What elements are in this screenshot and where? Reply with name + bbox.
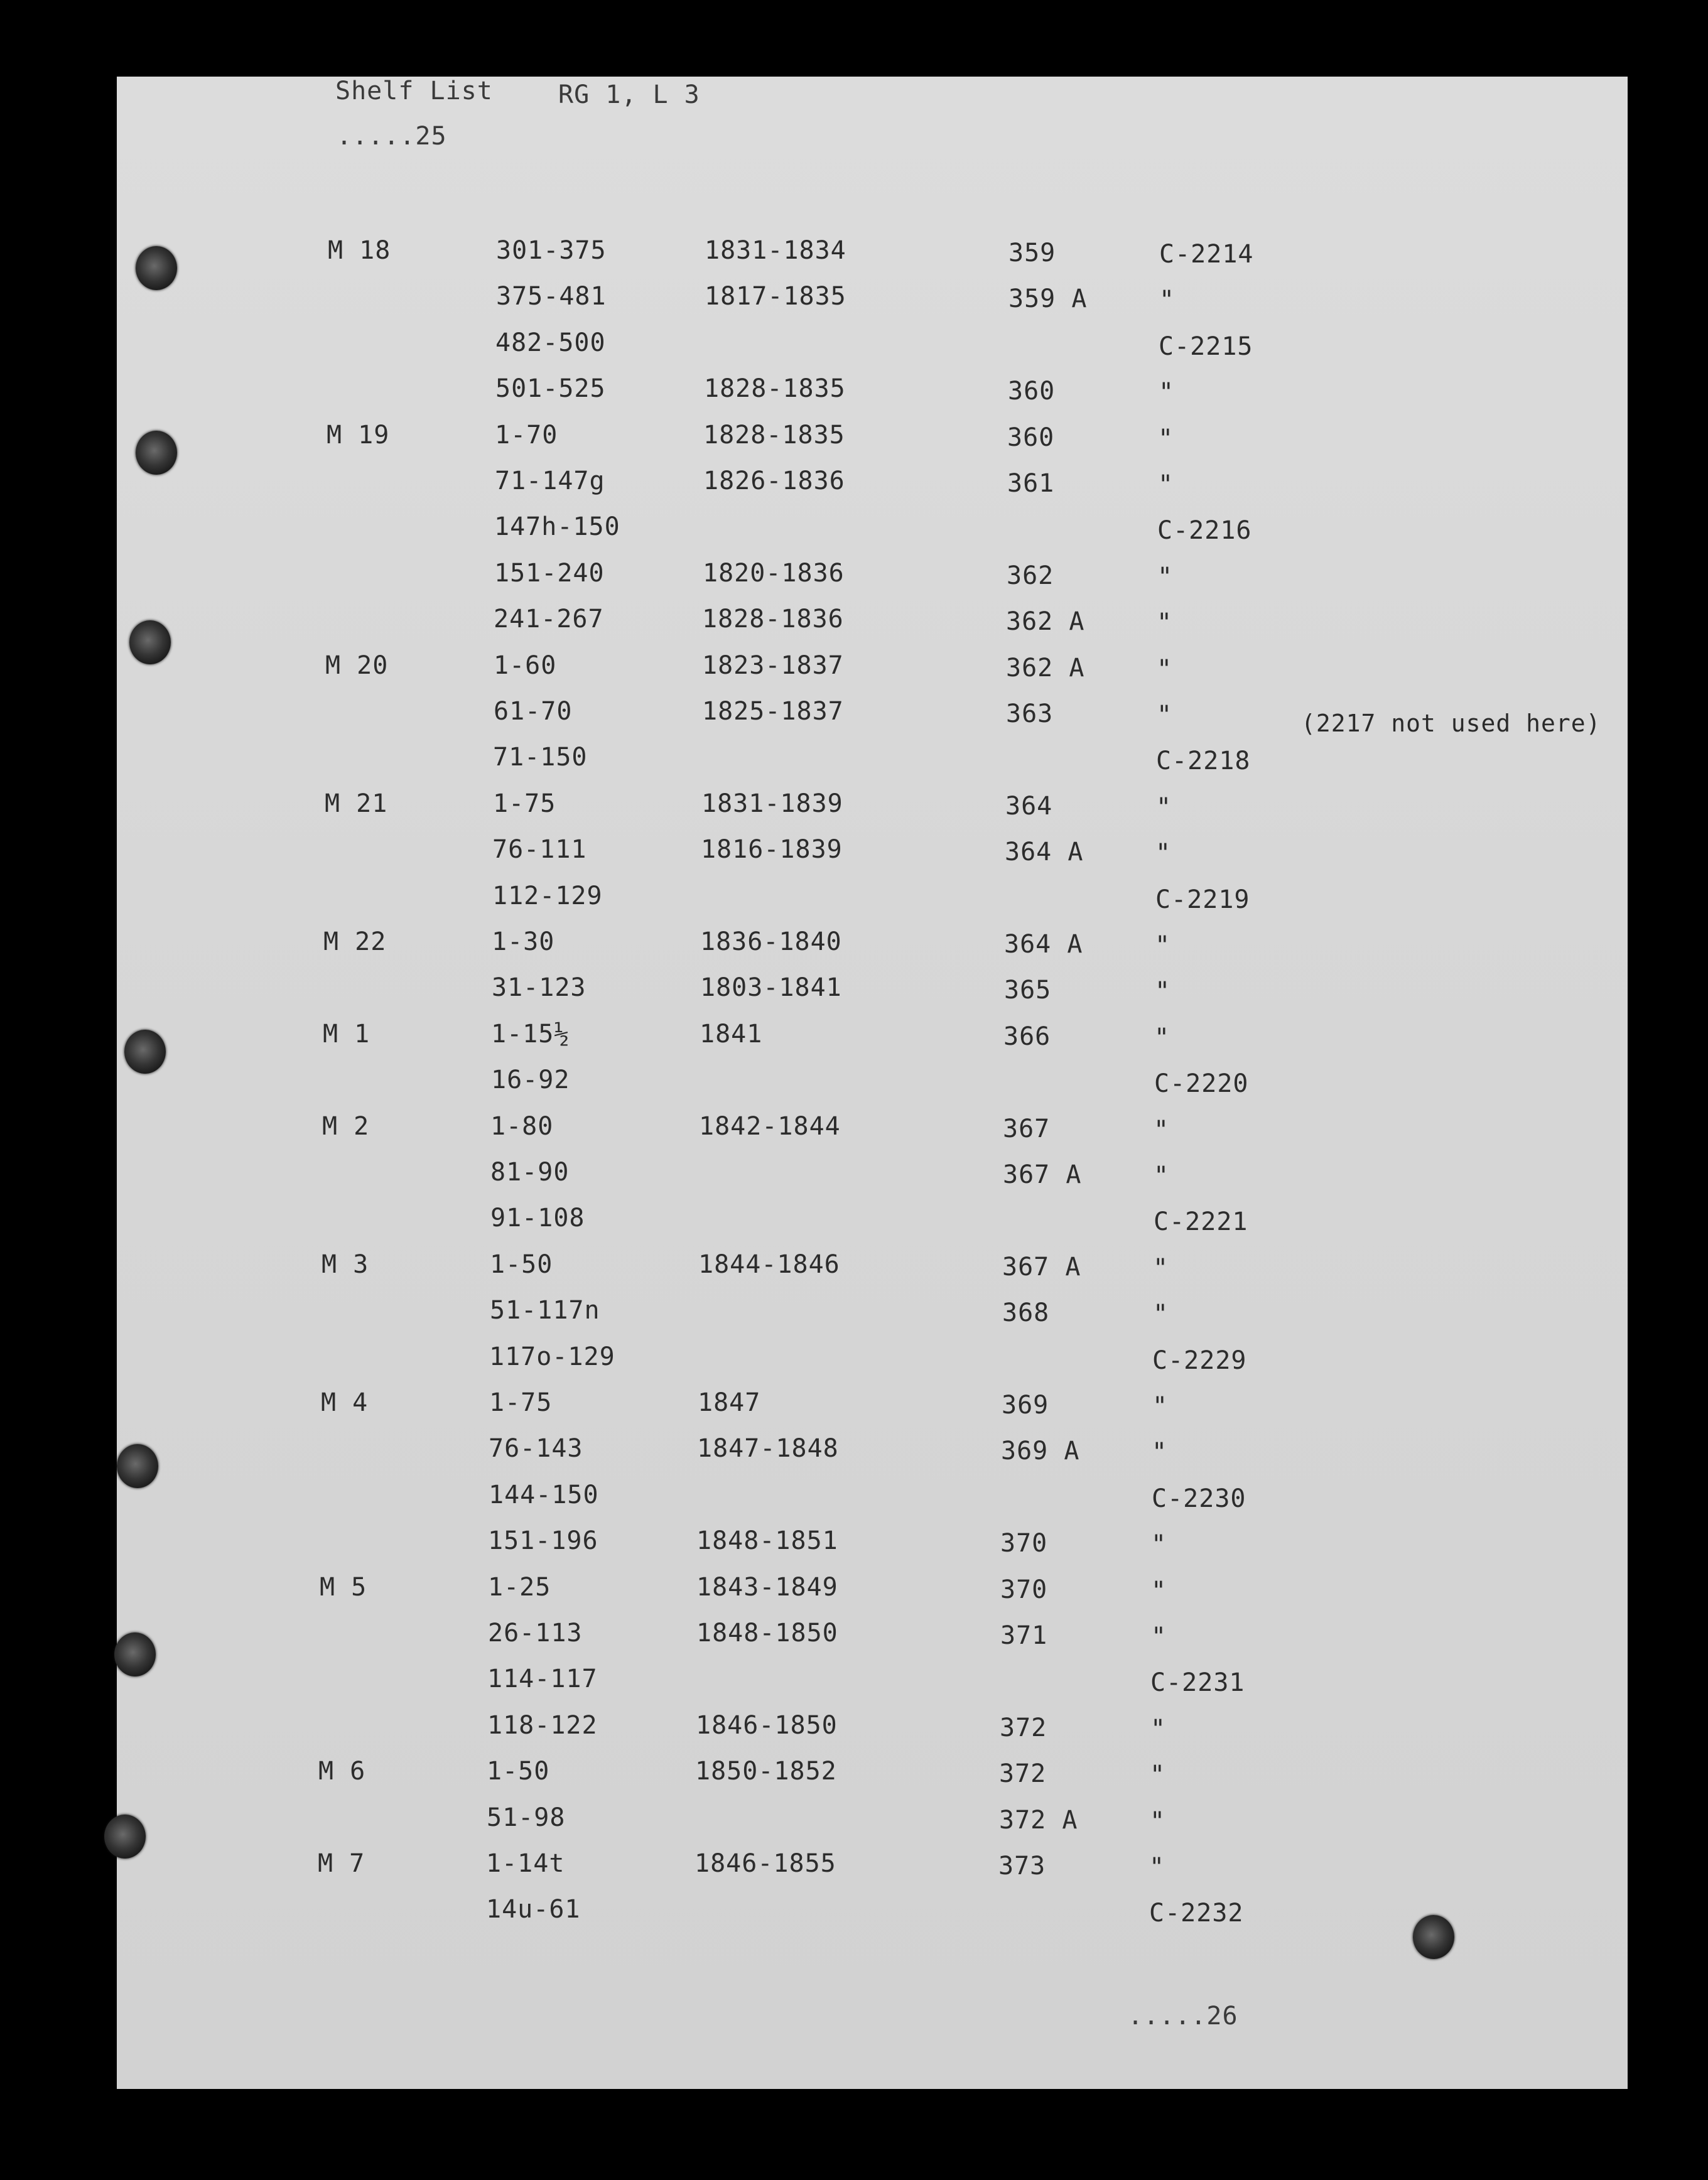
item-range-cell: 1-80 xyxy=(490,1112,554,1141)
item-range-cell: 501-525 xyxy=(495,374,606,403)
series-cell: M 18 xyxy=(328,236,391,265)
item-range-cell: 482-500 xyxy=(495,328,606,357)
item-range-cell: 117o-129 xyxy=(489,1342,615,1371)
series-cell: M 21 xyxy=(325,789,388,818)
item-range-cell: 1-50 xyxy=(487,1757,550,1786)
volume-number-cell: 370 xyxy=(1000,1529,1048,1558)
reel-number-cell: " xyxy=(1157,655,1173,684)
item-range-cell: 112-129 xyxy=(492,882,603,910)
date-range-cell: 1803-1841 xyxy=(700,973,842,1002)
punch-hole xyxy=(136,246,177,290)
item-range-cell: 144-150 xyxy=(489,1481,599,1509)
item-range-cell: 14u-61 xyxy=(486,1895,581,1924)
volume-number-cell: 360 xyxy=(1008,377,1056,406)
item-range-cell: 51-117n xyxy=(490,1296,600,1325)
punch-hole xyxy=(129,620,171,664)
reel-number-cell: " xyxy=(1159,378,1175,407)
volume-number-cell: 370 xyxy=(1000,1575,1048,1604)
date-range-cell: 1844-1846 xyxy=(698,1250,840,1279)
item-range-cell: 114-117 xyxy=(487,1665,598,1693)
series-cell: M 20 xyxy=(325,651,389,680)
date-range-cell: 1846-1850 xyxy=(696,1711,838,1740)
reel-number-cell: C-2220 xyxy=(1154,1069,1249,1098)
reel-number-cell: C-2231 xyxy=(1150,1668,1245,1697)
item-range-cell: 1-14t xyxy=(486,1849,565,1878)
series-cell: M 6 xyxy=(318,1757,366,1786)
punch-hole xyxy=(124,1030,166,1074)
item-range-cell: 1-15½ xyxy=(491,1020,570,1049)
date-range-cell: 1823-1837 xyxy=(702,651,844,680)
volume-number-cell: 362 xyxy=(1007,561,1054,590)
date-range-cell: 1836-1840 xyxy=(700,927,842,956)
volume-number-cell: 372 xyxy=(1000,1713,1047,1742)
item-range-cell: 81-90 xyxy=(490,1158,570,1187)
continued-from-page: .....25 xyxy=(337,122,447,151)
volume-number-cell: 363 xyxy=(1006,699,1054,728)
punch-hole xyxy=(114,1632,156,1676)
reel-number-cell: " xyxy=(1150,1715,1167,1744)
item-range-cell: 71-150 xyxy=(493,743,588,772)
reel-number-cell: " xyxy=(1154,1116,1170,1145)
date-range-cell: 1841 xyxy=(700,1020,763,1049)
document-page xyxy=(117,77,1628,2089)
volume-number-cell: 366 xyxy=(1003,1022,1051,1051)
date-range-cell: 1831-1834 xyxy=(705,236,846,265)
item-range-cell: 51-98 xyxy=(487,1803,566,1832)
volume-number-cell: 361 xyxy=(1007,469,1055,498)
reel-number-cell: " xyxy=(1157,608,1173,637)
volume-number-cell: 364 A xyxy=(1004,930,1083,959)
reel-number-cell: " xyxy=(1155,931,1171,960)
item-range-cell: 61-70 xyxy=(494,697,573,726)
reel-number-cell: " xyxy=(1159,286,1176,315)
record-group-reference: RG 1, L 3 xyxy=(558,80,700,109)
reel-number-cell: " xyxy=(1151,1622,1167,1651)
reel-number-cell: C-2229 xyxy=(1152,1346,1247,1375)
date-range-cell: 1816-1839 xyxy=(701,835,843,864)
item-range-cell: 1-60 xyxy=(494,651,557,680)
reel-number-cell: " xyxy=(1153,1300,1169,1329)
reel-number-cell: " xyxy=(1154,1162,1170,1190)
reel-number-cell: " xyxy=(1149,1853,1165,1882)
series-cell: M 3 xyxy=(322,1250,369,1279)
volume-number-cell: 368 xyxy=(1002,1298,1050,1327)
item-range-cell: 16-92 xyxy=(491,1066,570,1094)
reel-number-cell: " xyxy=(1156,793,1172,822)
series-cell: M 7 xyxy=(318,1849,365,1878)
reel-number-cell: " xyxy=(1150,1761,1166,1789)
reel-number-cell: C-2214 xyxy=(1159,240,1254,269)
volume-number-cell: 367 A xyxy=(1003,1160,1082,1189)
reel-number-cell: " xyxy=(1158,470,1174,499)
item-range-cell: 26-113 xyxy=(488,1619,583,1648)
volume-number-cell: 373 xyxy=(998,1852,1046,1881)
volume-number-cell: 372 xyxy=(999,1759,1047,1788)
item-range-cell: 1-75 xyxy=(489,1388,553,1417)
punch-hole xyxy=(117,1444,158,1488)
volume-number-cell: 359 A xyxy=(1008,284,1088,313)
item-range-cell: 375-481 xyxy=(496,282,607,311)
date-range-cell: 1825-1837 xyxy=(702,697,844,726)
item-range-cell: 151-240 xyxy=(494,559,605,588)
volume-number-cell: 372 A xyxy=(999,1806,1078,1835)
date-range-cell: 1828-1836 xyxy=(702,605,844,634)
reel-number-cell: " xyxy=(1153,1254,1169,1283)
item-range-cell: 1-25 xyxy=(488,1573,551,1602)
date-range-cell: 1850-1852 xyxy=(695,1757,837,1786)
date-range-cell: 1846-1855 xyxy=(695,1849,836,1878)
date-range-cell: 1847-1848 xyxy=(697,1434,839,1463)
reel-number-cell: " xyxy=(1152,1392,1169,1421)
reel-number-cell: " xyxy=(1157,563,1174,591)
volume-number-cell: 365 xyxy=(1004,976,1052,1005)
volume-number-cell: 367 xyxy=(1003,1114,1051,1143)
volume-number-cell: 371 xyxy=(1000,1621,1048,1650)
punch-hole xyxy=(104,1815,146,1859)
reel-number-cell: C-2221 xyxy=(1154,1207,1248,1236)
series-cell: M 22 xyxy=(323,927,387,956)
margin-note: (2217 not used here) xyxy=(1301,710,1601,737)
item-range-cell: 31-123 xyxy=(492,973,586,1002)
punch-hole xyxy=(1413,1915,1454,1959)
volume-number-cell: 362 A xyxy=(1006,654,1085,683)
item-range-cell: 1-70 xyxy=(495,421,558,450)
volume-number-cell: 369 A xyxy=(1001,1437,1080,1465)
item-range-cell: 118-122 xyxy=(487,1711,598,1740)
reel-number-cell: C-2215 xyxy=(1159,332,1253,361)
series-cell: M 5 xyxy=(320,1573,367,1602)
document-title: Shelf List xyxy=(335,77,493,105)
reel-number-cell: " xyxy=(1151,1577,1167,1605)
series-cell: M 19 xyxy=(327,421,390,450)
reel-number-cell: " xyxy=(1151,1530,1167,1559)
reel-number-cell: C-2230 xyxy=(1152,1484,1246,1513)
reel-number-cell: " xyxy=(1158,424,1174,453)
series-cell: M 1 xyxy=(323,1020,370,1049)
reel-number-cell: " xyxy=(1152,1438,1168,1467)
date-range-cell: 1831-1839 xyxy=(701,789,843,818)
date-range-cell: 1828-1835 xyxy=(703,421,845,450)
date-range-cell: 1817-1835 xyxy=(705,282,846,311)
volume-number-cell: 359 xyxy=(1008,239,1056,267)
date-range-cell: 1848-1851 xyxy=(696,1526,838,1555)
reel-number-cell: C-2218 xyxy=(1156,747,1251,775)
reel-number-cell: C-2216 xyxy=(1157,516,1252,545)
date-range-cell: 1820-1836 xyxy=(703,559,845,588)
reel-number-cell: " xyxy=(1150,1807,1166,1836)
item-range-cell: 301-375 xyxy=(496,236,607,265)
reel-number-cell: " xyxy=(1154,1023,1170,1052)
item-range-cell: 76-143 xyxy=(489,1434,583,1463)
reel-number-cell: C-2219 xyxy=(1155,885,1250,914)
item-range-cell: 147h-150 xyxy=(494,512,620,541)
item-range-cell: 91-108 xyxy=(490,1204,585,1233)
punch-hole xyxy=(136,431,177,475)
item-range-cell: 1-75 xyxy=(493,789,556,818)
date-range-cell: 1843-1849 xyxy=(696,1573,838,1602)
date-range-cell: 1842-1844 xyxy=(699,1112,841,1141)
date-range-cell: 1826-1836 xyxy=(703,467,845,495)
reel-number-cell: " xyxy=(1155,839,1172,868)
item-range-cell: 151-196 xyxy=(488,1526,598,1555)
item-range-cell: 241-267 xyxy=(494,605,604,634)
reel-number-cell: " xyxy=(1157,701,1173,730)
volume-number-cell: 360 xyxy=(1007,423,1055,452)
date-range-cell: 1848-1850 xyxy=(696,1619,838,1648)
date-range-cell: 1828-1835 xyxy=(704,374,846,403)
volume-number-cell: 369 xyxy=(1002,1391,1049,1420)
series-cell: M 4 xyxy=(321,1388,369,1417)
item-range-cell: 1-30 xyxy=(492,927,555,956)
volume-number-cell: 362 A xyxy=(1006,607,1085,636)
reel-number-cell: C-2232 xyxy=(1149,1899,1244,1928)
volume-number-cell: 364 A xyxy=(1005,838,1084,866)
series-cell: M 2 xyxy=(322,1112,370,1141)
item-range-cell: 1-50 xyxy=(490,1250,553,1279)
date-range-cell: 1847 xyxy=(698,1388,761,1417)
item-range-cell: 71-147g xyxy=(495,467,605,495)
continued-to-page: .....26 xyxy=(1128,2002,1238,2031)
volume-number-cell: 364 xyxy=(1005,792,1053,821)
reel-number-cell: " xyxy=(1155,977,1171,1006)
item-range-cell: 76-111 xyxy=(492,835,587,864)
volume-number-cell: 367 A xyxy=(1002,1253,1081,1282)
